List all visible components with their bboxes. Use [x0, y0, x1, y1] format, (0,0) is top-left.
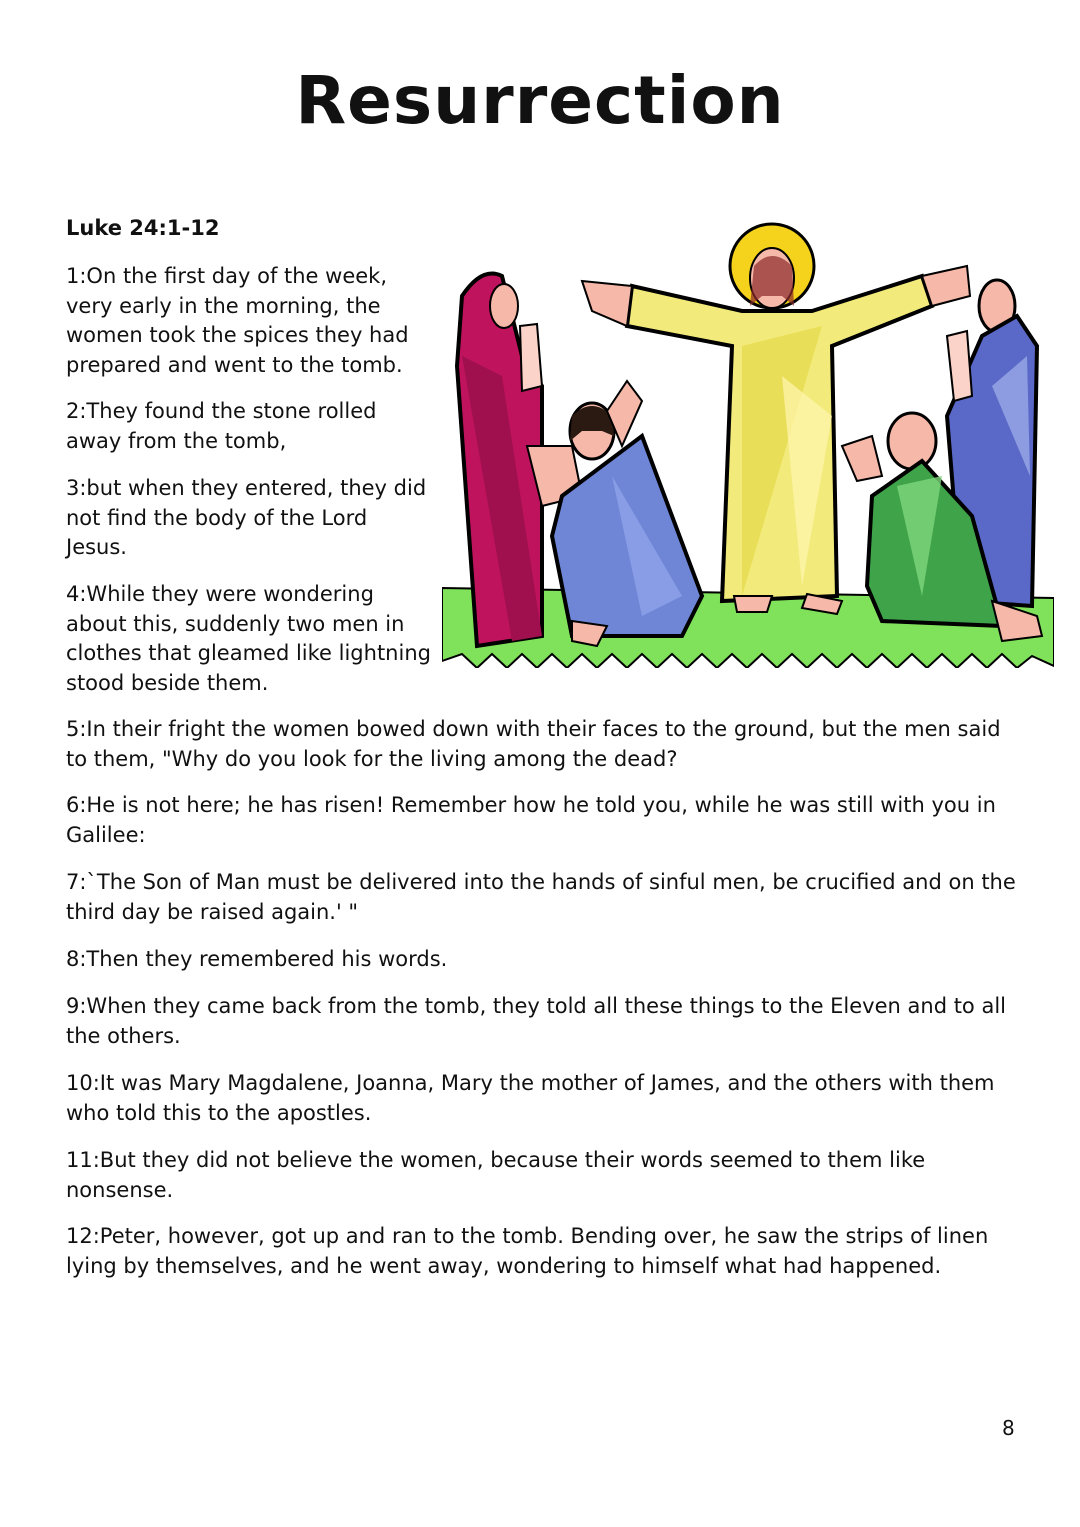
page-number: 8: [1002, 1416, 1015, 1440]
verse-12: 12:Peter, however, got up and ran to the tomb. Bending over, he saw the strips of linen lying by themselves, and he went away, wondering to himself what had happened.: [66, 1224, 989, 1278]
verse-4: 4:While they were wondering about this, suddenly two men in clothes that gleamed like lightning stood beside them.: [66, 582, 431, 695]
verse-2: 2:They found the stone rolled away from the tomb,: [66, 399, 377, 453]
resurrection-clipart-icon: [442, 216, 1054, 668]
verse-1: 1:On the first day of the week, very early in the morning, the women took the spices they had prepared and went to the tomb.: [66, 264, 409, 377]
verse-7: 7:`The Son of Man must be delivered into the hands of sinful men, be crucified and on the third day be raised again.' ": [66, 870, 1016, 924]
verse-10: 10:It was Mary Magdalene, Joanna, Mary the mother of James, and the others with them who told this to the apostles.: [66, 1071, 995, 1125]
verse-3: 3:but when they entered, they did not find the body of the Lord Jesus.: [66, 476, 427, 559]
verse-11: 11:But they did not believe the women, because their words seemed to them like nonsense.: [66, 1148, 926, 1202]
verse-5: 5:In their fright the women bowed down with their faces to the ground, but the men said to them, "Why do you look for the living among the dead?: [66, 717, 1001, 771]
verse-8: 8:Then they remembered his words.: [66, 947, 448, 971]
scripture-reference: Luke 24:1-12: [66, 216, 220, 240]
resurrection-illustration: [442, 216, 1054, 668]
page-title: Resurrection: [295, 62, 785, 139]
verse-9: 9:When they came back from the tomb, they told all these things to the Eleven and to all the others.: [66, 994, 1006, 1048]
verse-6: 6:He is not here; he has risen! Remember how he told you, while he was still with you in Galilee:: [66, 793, 996, 847]
